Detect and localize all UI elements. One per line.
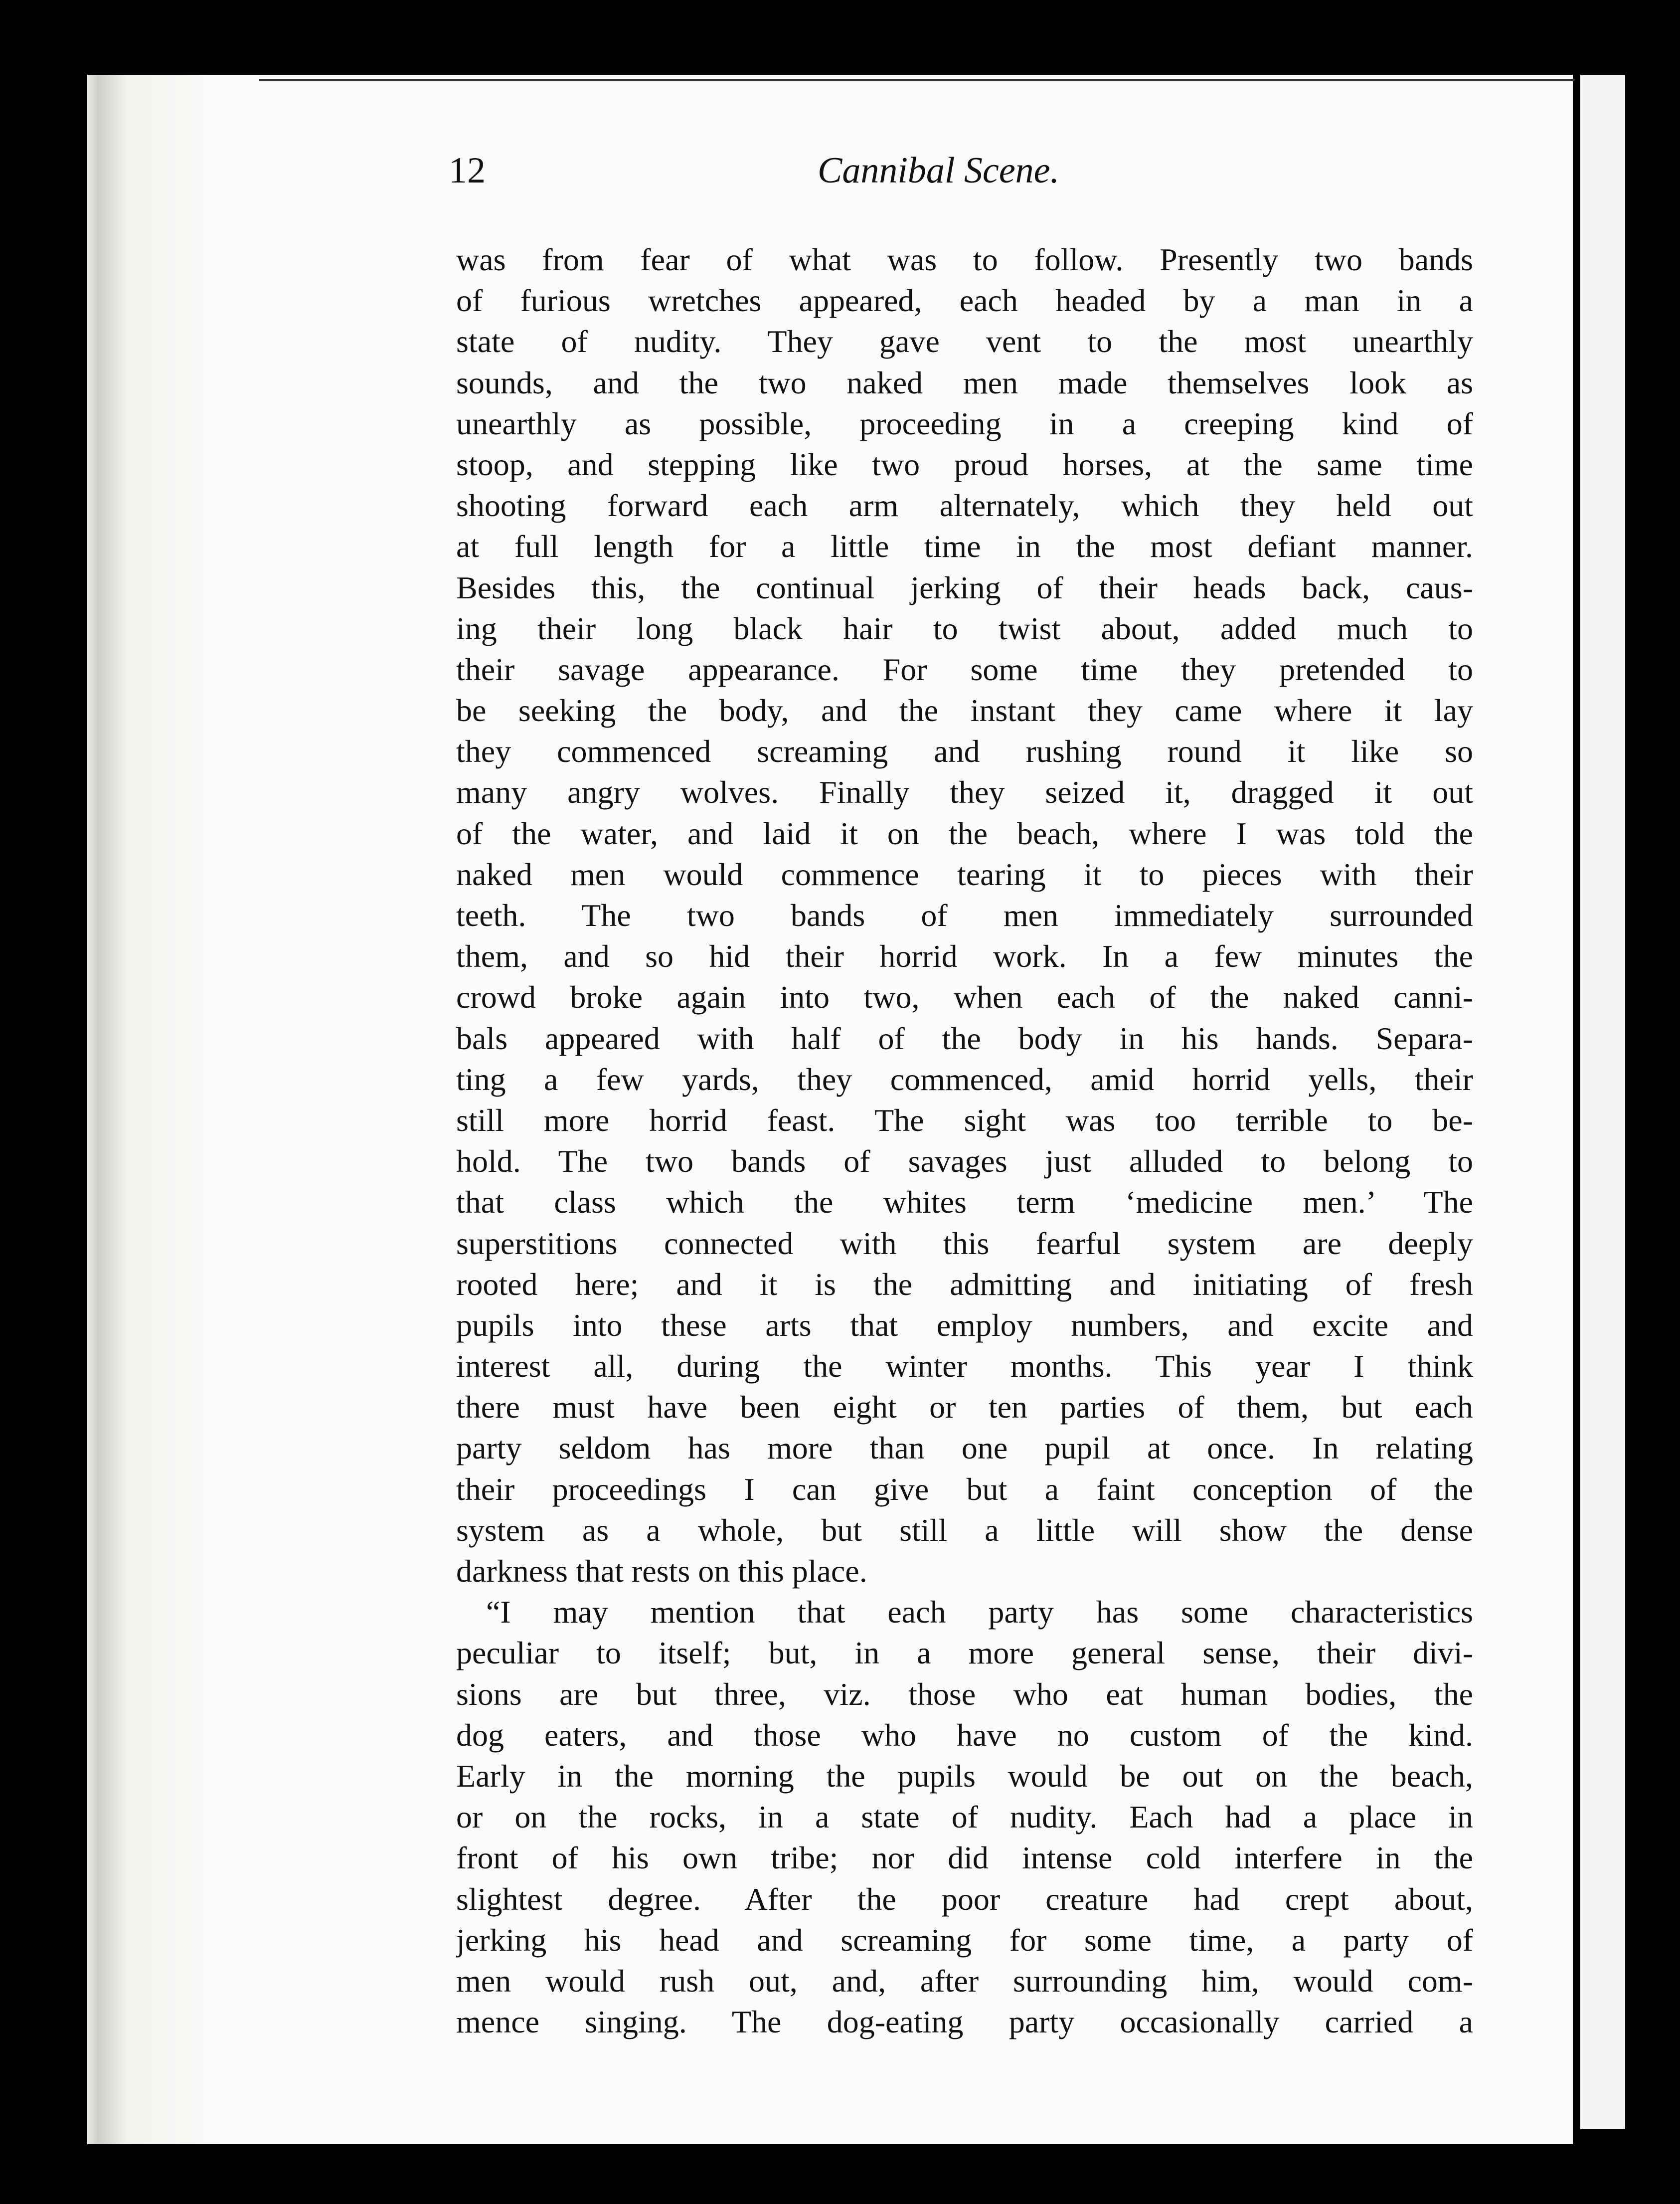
body-text <box>456 239 1473 2042</box>
text-line: they commenced screaming and rushing round it like so <box>456 734 1473 769</box>
text-line: of the water, and laid it on the beach, where I was told the <box>456 815 1473 851</box>
text-line: sounds, and the two naked men made themselves look as <box>456 365 1473 400</box>
running-title: Cannibal Scene. <box>818 150 1060 191</box>
text-line: was from fear of what was to follow. Presently two bands <box>456 242 1473 277</box>
text-line: jerking his head and screaming for some time, a party of <box>456 1922 1473 1958</box>
text-line: pupils into these arts that employ numbers, and excite and <box>456 1307 1473 1343</box>
paragraph-first-line: “I may mention that each party has some characteristics <box>486 1594 1473 1630</box>
text-line: state of nudity. They gave vent to the most unearthly <box>456 324 1473 360</box>
text-line: dog eaters, and those who have no custom of the kind. <box>456 1717 1473 1753</box>
next-page-edge <box>1580 75 1625 2129</box>
text-line: teeth. The two bands of men immediately surrounded <box>456 898 1473 933</box>
text-line: of furious wretches appeared, each headed by a man in a <box>456 283 1473 319</box>
top-edge-rule <box>259 79 1575 81</box>
text-line: at full length for a little time in the most defiant manner. <box>456 529 1473 564</box>
paragraph-last-line: darkness that rests on this place. <box>456 1553 867 1589</box>
text-line: stoop, and stepping like two proud horses, at the same time <box>456 446 1473 482</box>
text-line: that class which the whites term ‘medicine men.’ The <box>456 1184 1473 1220</box>
text-line: Early in the morning the pupils would be out on the beach, <box>456 1758 1473 1794</box>
text-line: be seeking the body, and the instant they came where it lay <box>456 693 1473 729</box>
page-number: 12 <box>449 150 486 191</box>
text-line: there must have been eight or ten parties of them, but each <box>456 1389 1473 1425</box>
text-line: slightest degree. After the poor creature had crept about, <box>456 1881 1473 1917</box>
text-line: men would rush out, and, after surrounding him, would com- <box>456 1963 1473 1999</box>
text-line: them, and so hid their horrid work. In a few minutes the <box>456 938 1473 974</box>
text-line: or on the rocks, in a state of nudity. Each had a place in <box>456 1799 1473 1835</box>
text-line: ing their long black hair to twist about, added much to <box>456 610 1473 646</box>
text-line: mence singing. The dog-eating party occasionally carried a <box>456 2004 1473 2040</box>
text-line: still more horrid feast. The sight was too terrible to be- <box>456 1102 1473 1138</box>
text-line: front of his own tribe; nor did intense cold interfere in the <box>456 1840 1473 1876</box>
running-head <box>449 150 1476 204</box>
text-line: bals appeared with half of the body in his hands. Separa- <box>456 1020 1473 1056</box>
text-line: superstitions connected with this fearful system are deeply <box>456 1225 1473 1261</box>
text-line: party seldom has more than one pupil at once. In relating <box>456 1430 1473 1466</box>
text-line: crowd broke again into two, when each of the naked canni- <box>456 979 1473 1015</box>
text-line: naked men would commence tearing it to pieces with their <box>456 856 1473 892</box>
text-line: shooting forward each arm alternately, which they held out <box>456 488 1473 524</box>
text-line: system as a whole, but still a little will show the dense <box>456 1512 1473 1548</box>
text-line: hold. The two bands of savages just alluded to belong to <box>456 1143 1473 1179</box>
text-line: ting a few yards, they commenced, amid horrid yells, their <box>456 1061 1473 1097</box>
text-line: sions are but three, viz. those who eat human bodies, the <box>456 1676 1473 1712</box>
text-line: peculiar to itself; but, in a more general sense, their divi- <box>456 1635 1473 1671</box>
binding-edge <box>87 75 222 2144</box>
text-line: unearthly as possible, proceeding in a creeping kind of <box>456 405 1473 441</box>
text-line: their proceedings I can give but a faint conception of the <box>456 1471 1473 1507</box>
text-line: their savage appearance. For some time they pretended to <box>456 651 1473 687</box>
text-line: interest all, during the winter months. This year I think <box>456 1348 1473 1384</box>
text-line: many angry wolves. Finally they seized it, dragged it out <box>456 774 1473 810</box>
text-line: rooted here; and it is the admitting and initiating of fresh <box>456 1266 1473 1302</box>
text-line: Besides this, the continual jerking of their heads back, caus- <box>456 569 1473 605</box>
